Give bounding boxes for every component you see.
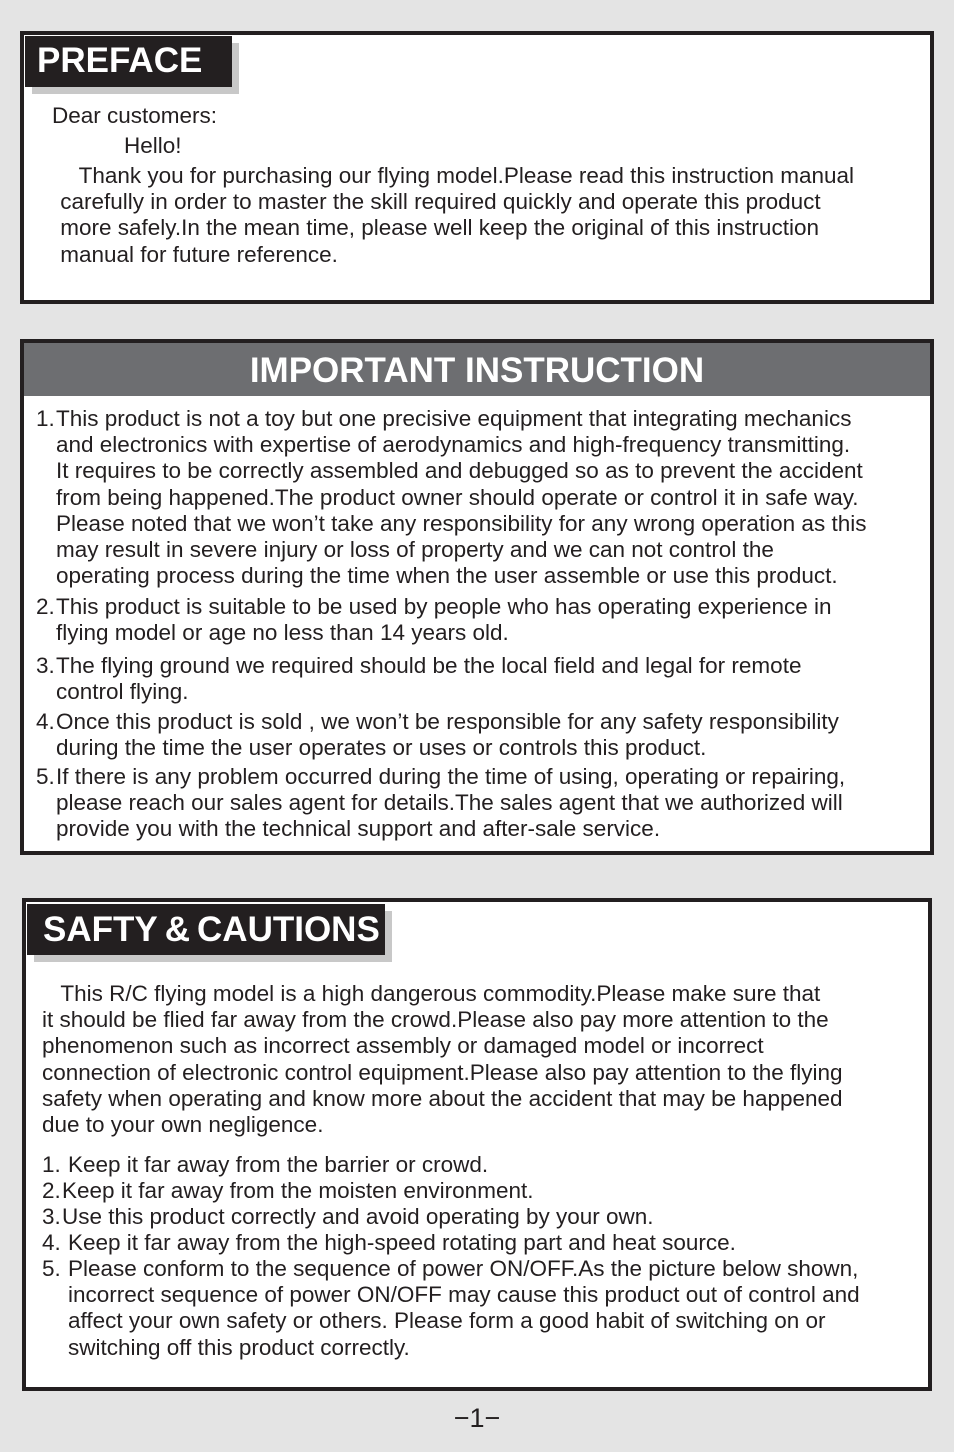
item-text: If there is any problem occurred during the time of using, operating or repairing, please reach our sales agent for details.The sales agent that we authorized will provide you with the technical support and after-sale service. xyxy=(56,764,846,842)
safety-item-1 xyxy=(42,1152,488,1178)
item-number: 1. xyxy=(42,1152,61,1177)
preface-title: PREFACE xyxy=(37,41,203,80)
item-number: 5. xyxy=(42,1256,61,1281)
item-number: 3. xyxy=(36,653,55,678)
safety-heading xyxy=(27,904,385,955)
item-text: Please conform to the sequence of power ON/OFF.As the picture below shown, incorrect sequence of power ON/OFF may cause this product out of control and affect your own safety or others. Please form a good habit of switching on or switching off this product correctly. xyxy=(68,1256,860,1360)
item-number: 2. xyxy=(42,1178,61,1203)
item-text: This product is not a toy but one precisive equipment that integrating mechanics and electronics with expertise of aerodynamics and high-frequency transmitting. It requires to be correctly assembled and debugged so as to prevent the accident from being happened.The product owner should operate or control it in safe way. Please noted that we won’t take any responsibility for any wrong operation as this may result in severe injury or loss of property and we can not control the operating process during the time when the user assemble or use this product. xyxy=(56,406,867,589)
page-number: −1− xyxy=(453,1403,501,1433)
item-text: Use this product correctly and avoid operating by your own. xyxy=(62,1204,654,1229)
safety-item-2 xyxy=(42,1178,533,1204)
important-item-2 xyxy=(36,594,832,646)
item-number: 3. xyxy=(42,1204,61,1229)
safety-title: SAFTY & CAUTIONS xyxy=(43,910,380,949)
safety-item-5 xyxy=(42,1256,860,1361)
item-text: Keep it far away from the high-speed rotating part and heat source. xyxy=(68,1230,736,1255)
important-item-3 xyxy=(36,653,801,705)
item-text: Keep it far away from the barrier or crowd. xyxy=(68,1152,489,1177)
preface-body: Thank you for purchasing our flying model.Please read this instruction manual carefully in order to master the skill required quickly and operate this product more safely.In the mean time, please well keep the original of this instruction manual for future reference. xyxy=(60,163,855,267)
preface-heading xyxy=(25,36,232,87)
item-text: The flying ground we required should be the local field and legal for remote control flying. xyxy=(56,653,802,705)
item-number: 5. xyxy=(36,764,55,789)
item-number: 4. xyxy=(36,709,55,734)
preface-greeting: Dear customers: xyxy=(52,103,218,128)
important-item-5 xyxy=(36,764,845,843)
item-number: 2. xyxy=(36,594,55,619)
safety-item-3 xyxy=(42,1204,654,1230)
item-text: Once this product is sold , we won’t be responsible for any safety responsibility during the time the user operates or uses or controls this product. xyxy=(56,709,839,761)
item-number: 4. xyxy=(42,1230,61,1255)
item-number: 1. xyxy=(36,406,55,431)
item-text: This product is suitable to be used by people who has operating experience in flying model or age no less than 14 years old. xyxy=(56,594,832,646)
safety-item-4 xyxy=(42,1230,736,1256)
important-item-4 xyxy=(36,709,839,761)
preface-hello: Hello! xyxy=(124,133,182,158)
item-text: Keep it far away from the moisten environment. xyxy=(62,1178,534,1203)
important-title: IMPORTANT INSTRUCTION xyxy=(24,343,930,396)
safety-intro: This R/C flying model is a high dangerous commodity.Please make sure that it should be flied far away from the crowd.Please also pay more attention to the phenomenon such as incorrect assembly or damaged model or incorrect connection of electronic control equipment.Please also pay attention to the flying safety when operating and know more about the accident that may be happened due to your own negligence. xyxy=(42,981,843,1138)
important-item-1 xyxy=(36,406,866,589)
